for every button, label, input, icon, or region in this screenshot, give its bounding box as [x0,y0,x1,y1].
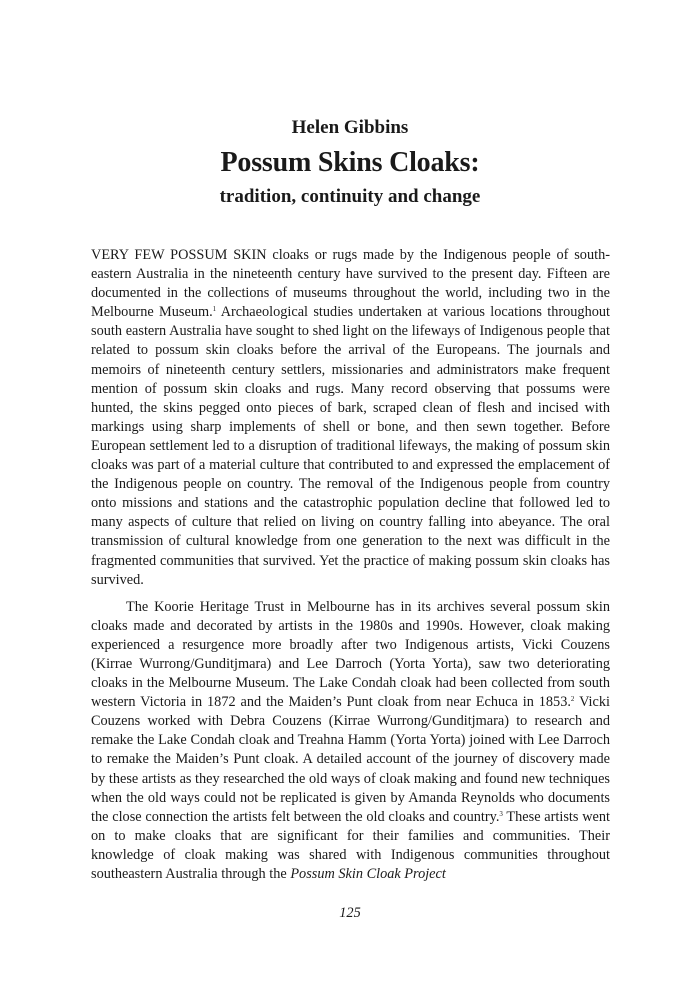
paragraph-1-text-a: cloaks or rugs made by the Indigenous people of south-eastern Australia in the nineteenth century have survived to the present day. Fifteen are documented in the collections of museums throughout the world, including two in the Melbourne Museum. [91,247,610,321]
paragraph-2-text-b: Vicki Couzens worked with Debra Couzens (Kirrae Wurrong/Gunditjmara) to research and remake the Lake Condah cloak and Treahna Hamm (Yorta Yorta) joined with Lee Darroch to remake the Maiden’s Punt cloak. A detailed account of the journey of discovery made by these artists as they researched the old ways of cloak making and found new techniques when the old ways could not be replicated is given by Amanda Reynolds who documents the close connection the artists felt between the old cloaks and country. [91,694,610,825]
article-title: Possum Skins Cloaks: [220,147,480,178]
paragraph-2-text-c: These artists went on to make cloaks that are significant for their families and communities. Their knowledge of cloak making was shared with Indigenous communities throughout southeastern Australia through the [91,808,610,882]
opening-small-caps: VERY FEW POSSUM SKIN [91,247,267,263]
project-name-italic: Possum Skin Cloak Project [290,866,446,882]
footnote-marker-3: 3 [499,809,503,818]
article-body [91,246,610,884]
page-number: 125 [339,905,361,921]
article-subtitle: tradition, continuity and change [219,186,481,207]
footnote-marker-2: 2 [570,695,575,704]
paragraph-1-text-b: Archaeological studies undertaken at various locations throughout south eastern Australia have sought to shed light on the lifeways of Indigenous people that related to possum skin cloaks before the arrival of the Europeans. The journals and memoirs of nineteenth century settlers, missionaries and administrators make frequent mention of possum skin cloaks and rugs. Many record observing that possums were hunted, the skins pegged onto pieces of bark, scraped clean of flesh and incised with markings using sharp implements of shell or bone, and then sewn together. Before European settlement led to a disruption of traditional lifeways, the making of possum skin cloaks was part of a material culture that contributed to and expressed the emplacement of the Indigenous people on country. The removal of the Indigenous people from country onto missions and stations and the catastrophic population decline that followed led to many aspects of culture that relied on living on country falling into abeyance. The oral transmission of cultural knowledge from one generation to the next was difficult in the fragmented communities that survived. Yet the practice of making possum skin cloaks has survived. [91,304,610,588]
paragraph-2-text-a: The Koorie Heritage Trust in Melbourne has in its archives several possum skin cloaks made and decorated by artists in the 1980s and 1990s. However, cloak making experienced a resurgence more broadly after two Indigenous artists, Vicki Couzens (Kirrae Wurrong/Gunditjmara) and Lee Darroch (Yorta Yorta), saw two deteriorating cloaks in the Melbourne Museum. The Lake Condah cloak had been collected from south western Victoria in 1872 and the Maiden’s Punt cloak from near Echuca in 1853. [91,598,610,711]
author-name: Helen Gibbins [291,117,409,138]
paragraph-2 [91,598,610,884]
footnote-marker-1: 1 [212,305,217,314]
paragraph-1 [91,246,610,590]
